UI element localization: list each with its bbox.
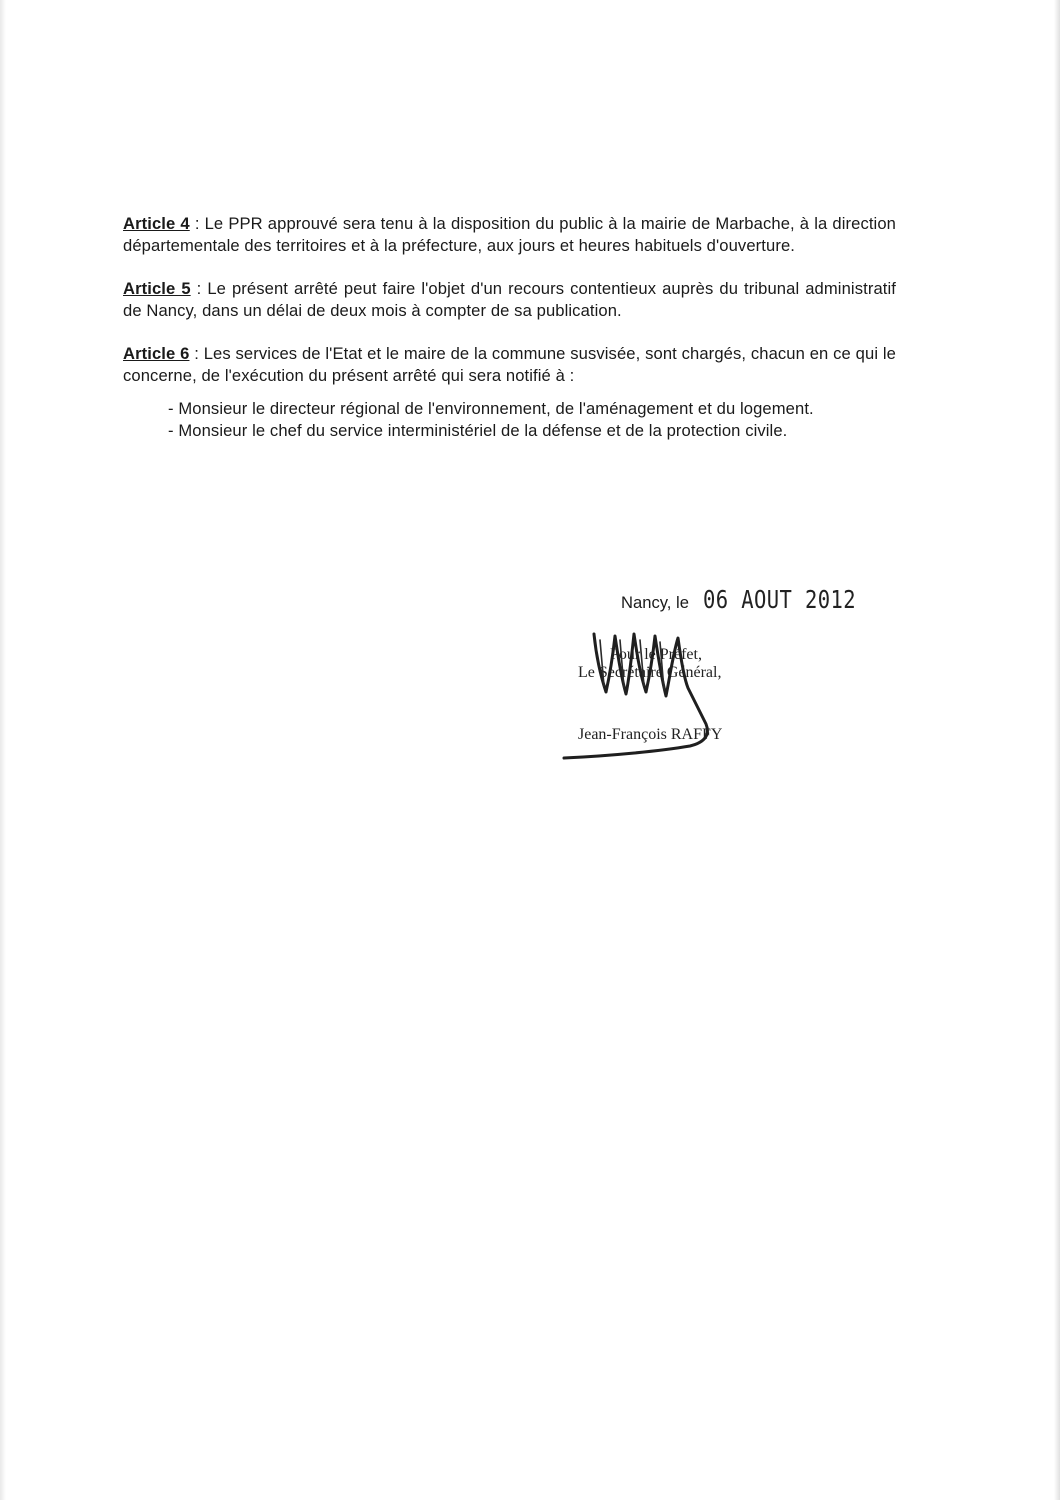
notified-item: - Monsieur le directeur régional de l'environnement, de l'aménagement et du logement. [168, 399, 814, 418]
scan-edge-left [0, 0, 6, 1500]
signature-block [560, 630, 780, 770]
article-6-text: : Les services de l'Etat et le maire de la commune susvisée, sont chargés, chacun en ce qui le concerne, de l'exécution du présent arrêté qui sera notifié à : [123, 344, 896, 385]
article-6 [123, 343, 896, 386]
article-4-label: Article 4 [123, 214, 190, 233]
decree-body [123, 213, 896, 441]
article-5-text: : Le présent arrêté peut faire l'objet d'un recours contentieux auprès du tribunal administratif de Nancy, dans un délai de deux mois à compter de sa publication. [123, 279, 896, 320]
signature-line-secretary: Le Secrétaire Général, [578, 664, 722, 681]
article-5-label: Article 5 [123, 279, 191, 298]
scan-edge-right [1054, 0, 1060, 1500]
signatory-name: Jean-François RAFFY [578, 726, 723, 743]
place-date-line [621, 585, 890, 614]
article-4 [123, 213, 896, 256]
article-4-text: : Le PPR approuvé sera tenu à la disposition du public à la mairie de Marbache, à la direction départementale des territoires et à la préfecture, aux jours et heures habituels d'ouverture. [123, 214, 896, 255]
article-6-label: Article 6 [123, 344, 190, 363]
date-stamp: 06 AOUT 2012 [702, 585, 856, 614]
notified-item: - Monsieur le chef du service interministériel de la défense et de la protection civile. [168, 420, 788, 440]
place-prefix: Nancy, le [621, 593, 689, 612]
handwritten-signature [560, 630, 780, 770]
notification-list [168, 398, 896, 441]
signature-line-for-prefect: Pour le Préfet, [610, 646, 702, 663]
article-5 [123, 278, 896, 321]
